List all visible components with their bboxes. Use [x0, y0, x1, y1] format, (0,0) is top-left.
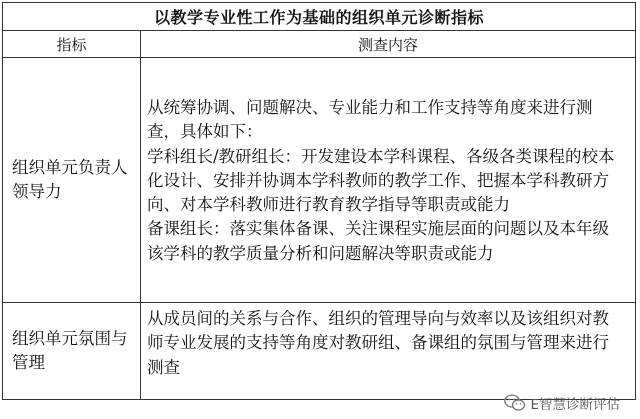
- content-paragraph: 从统筹协调、问题解决、专业能力和工作支持等角度来进行测查，具体如下：: [147, 97, 593, 142]
- content-paragraph: 备课组长：落实集体备课、关注课程实施层面的问题以及本年级该学科的教学质量分析和问题解决等职责或能力: [147, 219, 609, 263]
- content-cell: [141, 303, 636, 400]
- indicator-cell: 组织单元负责人领导力: [3, 58, 141, 303]
- header-content: 测查内容: [141, 31, 636, 58]
- table-row: [3, 303, 636, 400]
- wechat-icon: [504, 394, 526, 412]
- watermark-text: E智慧诊断评估: [530, 397, 620, 413]
- indicator-cell: 组织单元氛围与管理: [3, 303, 141, 400]
- watermark: [504, 393, 620, 413]
- table-row: [3, 58, 636, 303]
- content-cell: [141, 58, 636, 303]
- header-indicator: 指标: [3, 31, 141, 58]
- content-paragraph: 从成员间的关系与合作、组织的管理导向与效率以及该组织对教师专业发展的支持等角度对教研组、备课组的氛围与管理来进行测查: [147, 309, 609, 377]
- content-paragraph: 学科组长/教研组长：开发建设本学科课程、各级各类课程的校本化设计、安排并协调本学科教师的教学工作、把握本学科教研方向、对本学科教师进行教育教学指导等职责或能力: [147, 146, 615, 215]
- table-title: 以教学专业性工作为基础的组织单元诊断指标: [3, 3, 636, 31]
- table-title-row: [3, 3, 636, 31]
- table-header-row: [3, 31, 636, 58]
- diagnostic-indicator-table: [2, 2, 636, 400]
